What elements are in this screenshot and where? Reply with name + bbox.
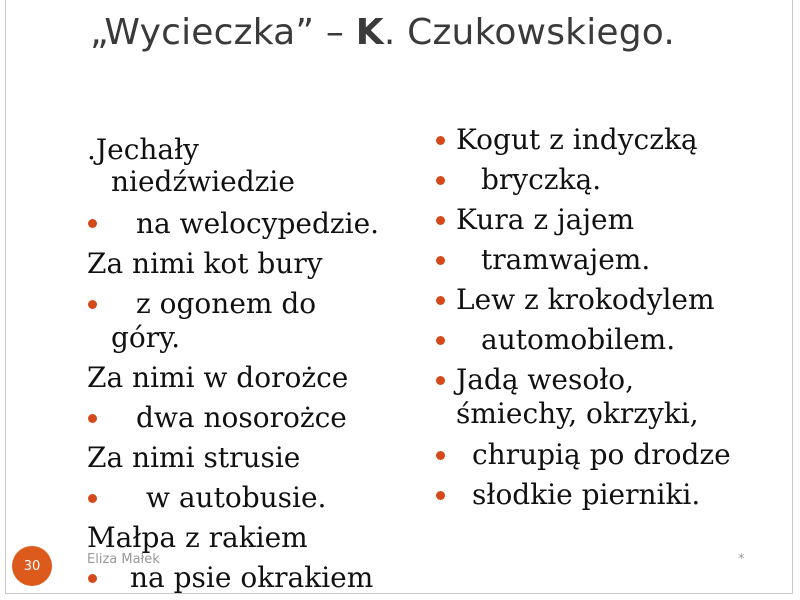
left-line-1: .Jechały bbox=[87, 133, 199, 166]
bullet-icon bbox=[88, 219, 97, 228]
bullet-icon bbox=[436, 256, 445, 265]
bullet-icon bbox=[436, 376, 445, 385]
right-line-1: Kogut z indyczką bbox=[456, 123, 698, 156]
left-line-7: Za nimi w dorożce bbox=[87, 361, 349, 394]
left-line-8: dwa nosorożce bbox=[136, 401, 347, 434]
bullet-icon bbox=[88, 300, 97, 309]
title-suffix: . Czukowskiego. bbox=[383, 12, 676, 53]
right-line-6: automobilem. bbox=[481, 323, 676, 356]
bullet-icon bbox=[436, 296, 445, 305]
title-bold: K bbox=[355, 12, 384, 53]
bullet-icon bbox=[436, 491, 445, 500]
left-line-6: góry. bbox=[111, 321, 181, 354]
left-line-2: niedźwiedzie bbox=[111, 165, 295, 198]
bullet-icon bbox=[436, 136, 445, 145]
page-number-badge bbox=[12, 546, 52, 586]
author-name: Eliza Małek bbox=[87, 552, 160, 567]
slide-title bbox=[90, 12, 675, 53]
right-line-2: bryczką. bbox=[481, 163, 602, 196]
bullet-icon bbox=[436, 451, 445, 460]
bullet-icon bbox=[88, 414, 97, 423]
left-line-9: Za nimi strusie bbox=[87, 441, 301, 474]
page-number: 30 bbox=[23, 558, 41, 574]
bullet-icon bbox=[88, 574, 97, 583]
right-line-4: tramwajem. bbox=[481, 243, 651, 276]
right-line-8: śmiechy, okrzyki, bbox=[456, 397, 699, 430]
left-line-3: na welocypedzie. bbox=[136, 207, 380, 240]
bullet-icon bbox=[436, 176, 445, 185]
right-line-5: Lew z krokodylem bbox=[456, 283, 715, 316]
left-line-5: z ogonem do bbox=[136, 287, 317, 320]
left-line-10: w autobusie. bbox=[146, 481, 327, 514]
left-line-12: na psie okrakiem bbox=[130, 561, 374, 594]
right-line-9: chrupią po drodze bbox=[472, 438, 731, 471]
left-line-4: Za nimi kot bury bbox=[87, 247, 323, 280]
bullet-icon bbox=[88, 494, 97, 503]
title-prefix: „Wycieczka” – bbox=[90, 12, 356, 53]
right-line-3: Kura z jajem bbox=[456, 203, 635, 236]
right-line-10: słodkie pierniki. bbox=[472, 478, 701, 511]
bullet-icon bbox=[436, 336, 445, 345]
right-line-7: Jadą wesoło, bbox=[456, 363, 635, 396]
left-line-11: Małpa z rakiem bbox=[87, 521, 308, 554]
footer-asterisk: * bbox=[738, 552, 745, 567]
bullet-icon bbox=[436, 216, 445, 225]
